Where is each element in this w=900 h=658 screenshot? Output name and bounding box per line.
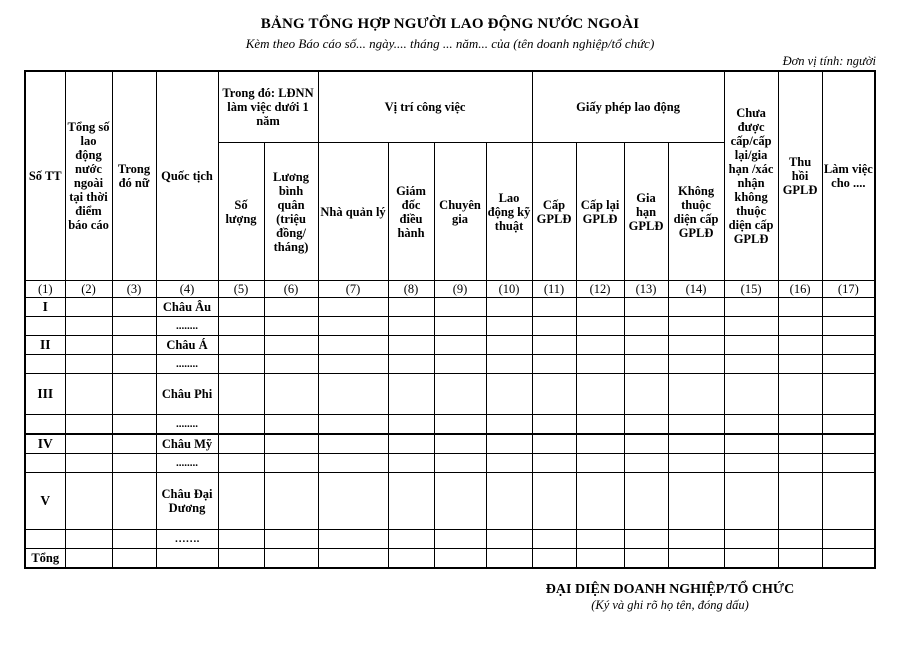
- table-cell[interactable]: [624, 298, 668, 317]
- row-number: IV: [25, 434, 65, 454]
- table-cell[interactable]: [218, 336, 264, 355]
- table-cell[interactable]: [532, 473, 576, 530]
- table-row: [25, 374, 875, 415]
- continent-label: Châu Phi: [156, 374, 218, 415]
- table-cell[interactable]: [532, 336, 576, 355]
- table-cell[interactable]: [624, 549, 668, 569]
- table-cell[interactable]: [532, 454, 576, 473]
- table-cell[interactable]: [388, 454, 434, 473]
- total-row: [25, 549, 875, 569]
- table-cell[interactable]: [218, 355, 264, 374]
- table-row: [25, 355, 875, 374]
- table-row: [25, 336, 875, 355]
- column-number: (11): [532, 281, 576, 298]
- table-cell[interactable]: [318, 454, 388, 473]
- header-director: Giám đốc điều hành: [388, 143, 434, 281]
- table-cell[interactable]: [486, 336, 532, 355]
- table-cell[interactable]: [724, 317, 778, 336]
- continent-label: Châu Đại Dương: [156, 473, 218, 530]
- table-cell[interactable]: [434, 549, 486, 569]
- table-cell[interactable]: [576, 298, 624, 317]
- header-revoked: Thu hồi GPLĐ: [778, 71, 822, 281]
- table-cell[interactable]: [486, 317, 532, 336]
- table-cell[interactable]: [532, 374, 576, 415]
- table-cell[interactable]: [822, 298, 875, 317]
- foreign-workers-table: [24, 70, 876, 569]
- table-cell[interactable]: [112, 415, 156, 435]
- table-cell[interactable]: [486, 298, 532, 317]
- table-cell[interactable]: [112, 473, 156, 530]
- table-cell[interactable]: [822, 549, 875, 569]
- table-cell[interactable]: [25, 415, 65, 435]
- table-cell[interactable]: [486, 374, 532, 415]
- table-cell[interactable]: [778, 415, 822, 435]
- table-cell[interactable]: [624, 530, 668, 549]
- signature-title: ĐẠI DIỆN DOANH NGHIỆP/TỔ CHỨC: [545, 582, 795, 597]
- table-cell[interactable]: [532, 415, 576, 435]
- column-number: (10): [486, 281, 532, 298]
- table-cell[interactable]: [388, 434, 434, 454]
- table-cell[interactable]: [576, 434, 624, 454]
- table-cell[interactable]: [434, 374, 486, 415]
- table-cell[interactable]: [65, 336, 112, 355]
- row-number: III: [25, 374, 65, 415]
- table-cell[interactable]: [668, 374, 724, 415]
- table-cell[interactable]: [624, 355, 668, 374]
- table-cell[interactable]: [264, 454, 318, 473]
- column-number: (8): [388, 281, 434, 298]
- continent-label: Châu Mỹ: [156, 434, 218, 454]
- table-cell[interactable]: [65, 415, 112, 435]
- signature-note: (Ký và ghi rõ họ tên, đóng dấu): [591, 598, 749, 612]
- document-subtitle: Kèm theo Báo cáo số... ngày.... tháng ... năm... của (tên doanh nghiệp/tổ chức): [245, 36, 655, 51]
- table-cell[interactable]: [264, 298, 318, 317]
- table-cell[interactable]: [668, 434, 724, 454]
- table-cell[interactable]: [434, 336, 486, 355]
- table-cell[interactable]: [668, 355, 724, 374]
- continent-label: Châu Á: [156, 336, 218, 355]
- table-cell[interactable]: [318, 374, 388, 415]
- ellipsis-placeholder: ........: [156, 454, 218, 473]
- table-cell[interactable]: [532, 317, 576, 336]
- table-cell[interactable]: [434, 415, 486, 435]
- table-cell[interactable]: [318, 415, 388, 435]
- header-issue-permit: Cấp GPLĐ: [532, 143, 576, 281]
- table-cell[interactable]: [668, 298, 724, 317]
- header-nationality: Quốc tịch: [156, 71, 218, 281]
- table-cell[interactable]: [576, 336, 624, 355]
- table-cell[interactable]: [112, 374, 156, 415]
- table-cell[interactable]: [318, 530, 388, 549]
- table-row: [25, 473, 875, 530]
- table-cell[interactable]: [388, 298, 434, 317]
- table-cell[interactable]: [112, 317, 156, 336]
- header-manager: Nhà quản lý: [318, 143, 388, 281]
- table-cell[interactable]: [65, 355, 112, 374]
- table-cell[interactable]: [624, 317, 668, 336]
- table-cell[interactable]: [65, 530, 112, 549]
- table-cell[interactable]: [434, 530, 486, 549]
- document-title: BẢNG TỔNG HỢP NGƯỜI LAO ĐỘNG NƯỚC NGOÀI: [260, 16, 640, 32]
- table-cell[interactable]: [25, 317, 65, 336]
- table-cell[interactable]: [724, 298, 778, 317]
- table-cell[interactable]: [486, 355, 532, 374]
- table-row: [25, 434, 875, 454]
- table-cell[interactable]: [218, 374, 264, 415]
- table-cell[interactable]: [65, 434, 112, 454]
- continent-label: Châu Âu: [156, 298, 218, 317]
- table-cell[interactable]: [112, 549, 156, 569]
- table-cell[interactable]: [318, 317, 388, 336]
- table-cell[interactable]: [318, 298, 388, 317]
- column-number: (1): [25, 281, 65, 298]
- column-number: (7): [318, 281, 388, 298]
- header-total-workers: Tổng số lao động nước ngoài tại thời điểm báo cáo: [65, 71, 112, 281]
- table-cell[interactable]: [822, 336, 875, 355]
- table-cell[interactable]: [822, 530, 875, 549]
- table-cell[interactable]: [532, 298, 576, 317]
- table-cell[interactable]: [218, 298, 264, 317]
- table-cell[interactable]: [724, 454, 778, 473]
- table-cell[interactable]: [576, 317, 624, 336]
- column-number: (2): [65, 281, 112, 298]
- table-cell[interactable]: [388, 473, 434, 530]
- column-number: (15): [724, 281, 778, 298]
- table-cell[interactable]: [434, 434, 486, 454]
- table-cell[interactable]: [318, 336, 388, 355]
- table-cell[interactable]: [668, 336, 724, 355]
- table-cell[interactable]: [318, 355, 388, 374]
- table-cell[interactable]: [822, 317, 875, 336]
- column-number-row: [25, 281, 875, 298]
- table-cell[interactable]: [668, 415, 724, 435]
- ellipsis-placeholder: ........: [156, 355, 218, 374]
- column-number: (17): [822, 281, 875, 298]
- header-reissue-permit: Cấp lại GPLĐ: [576, 143, 624, 281]
- table-cell[interactable]: [822, 454, 875, 473]
- table-cell[interactable]: [218, 317, 264, 336]
- table-cell[interactable]: [318, 473, 388, 530]
- table-cell[interactable]: [778, 355, 822, 374]
- table-cell[interactable]: [388, 317, 434, 336]
- table-row: [25, 530, 875, 549]
- table-cell[interactable]: [65, 298, 112, 317]
- table-cell[interactable]: [65, 454, 112, 473]
- column-number: (12): [576, 281, 624, 298]
- table-cell[interactable]: [778, 374, 822, 415]
- table-cell[interactable]: [218, 473, 264, 530]
- table-row: [25, 298, 875, 317]
- table-cell[interactable]: [724, 434, 778, 454]
- table-cell[interactable]: [388, 549, 434, 569]
- table-row: [25, 317, 875, 336]
- table-cell[interactable]: [264, 415, 318, 435]
- table-cell[interactable]: [156, 549, 218, 569]
- table-cell[interactable]: [112, 454, 156, 473]
- table-cell[interactable]: [486, 473, 532, 530]
- table-cell[interactable]: [778, 549, 822, 569]
- column-number: (5): [218, 281, 264, 298]
- table-cell[interactable]: [624, 454, 668, 473]
- table-cell[interactable]: [576, 415, 624, 435]
- table-cell[interactable]: [624, 434, 668, 454]
- table-cell[interactable]: [65, 549, 112, 569]
- table-cell[interactable]: [624, 336, 668, 355]
- table-cell[interactable]: [218, 530, 264, 549]
- table-cell[interactable]: [388, 530, 434, 549]
- table-cell[interactable]: [264, 317, 318, 336]
- column-number: (13): [624, 281, 668, 298]
- table-cell[interactable]: [624, 374, 668, 415]
- table-cell[interactable]: [434, 454, 486, 473]
- column-number: (14): [668, 281, 724, 298]
- table-cell[interactable]: [434, 317, 486, 336]
- header-technical: Lao động kỹ thuật: [486, 143, 532, 281]
- column-number: (16): [778, 281, 822, 298]
- total-label: Tổng: [25, 549, 65, 569]
- table-cell[interactable]: [25, 454, 65, 473]
- table-cell[interactable]: [778, 454, 822, 473]
- header-extend-permit: Gia hạn GPLĐ: [624, 143, 668, 281]
- ellipsis-placeholder: …….: [156, 530, 218, 549]
- table-cell[interactable]: [724, 530, 778, 549]
- table-cell[interactable]: [624, 415, 668, 435]
- ellipsis-placeholder: ........: [156, 317, 218, 336]
- header-expert: Chuyên gia: [434, 143, 486, 281]
- table-cell[interactable]: [576, 374, 624, 415]
- table-cell[interactable]: [318, 549, 388, 569]
- table-cell[interactable]: [724, 473, 778, 530]
- table-cell[interactable]: [264, 549, 318, 569]
- table-cell[interactable]: [778, 317, 822, 336]
- table-cell[interactable]: [668, 454, 724, 473]
- table-cell[interactable]: [65, 473, 112, 530]
- table-cell[interactable]: [65, 317, 112, 336]
- table-cell[interactable]: [434, 355, 486, 374]
- table-cell[interactable]: [576, 549, 624, 569]
- table-cell[interactable]: [668, 549, 724, 569]
- table-cell[interactable]: [724, 355, 778, 374]
- header-stt: Số TT: [25, 71, 65, 281]
- table-cell[interactable]: [668, 473, 724, 530]
- header-not-required: Không thuộc diện cấp GPLĐ: [668, 143, 724, 281]
- table-cell[interactable]: [668, 530, 724, 549]
- table-cell[interactable]: [264, 530, 318, 549]
- table-cell[interactable]: [264, 473, 318, 530]
- row-number: V: [25, 473, 65, 530]
- unit-label: Đơn vị tính: người: [782, 54, 876, 68]
- table-cell[interactable]: [624, 473, 668, 530]
- table-cell[interactable]: [25, 355, 65, 374]
- header-working-for: Làm việc cho ....: [822, 71, 875, 281]
- row-number: II: [25, 336, 65, 355]
- table-cell[interactable]: [264, 434, 318, 454]
- table-cell[interactable]: [112, 434, 156, 454]
- table-cell[interactable]: [532, 434, 576, 454]
- table-cell[interactable]: [532, 530, 576, 549]
- column-number: (4): [156, 281, 218, 298]
- column-number: (3): [112, 281, 156, 298]
- table-cell[interactable]: [486, 530, 532, 549]
- table-cell[interactable]: [318, 434, 388, 454]
- table-row: [25, 415, 875, 435]
- column-number: (9): [434, 281, 486, 298]
- table-cell[interactable]: [532, 355, 576, 374]
- table-cell[interactable]: [486, 549, 532, 569]
- table-cell[interactable]: [576, 530, 624, 549]
- table-cell[interactable]: [724, 549, 778, 569]
- table-cell[interactable]: [218, 549, 264, 569]
- table-cell[interactable]: [668, 317, 724, 336]
- table-cell[interactable]: [822, 473, 875, 530]
- table-cell[interactable]: [264, 336, 318, 355]
- table-cell[interactable]: [388, 336, 434, 355]
- table-cell[interactable]: [576, 355, 624, 374]
- table-cell[interactable]: [388, 415, 434, 435]
- table-cell[interactable]: [218, 434, 264, 454]
- table-cell[interactable]: [724, 336, 778, 355]
- table-cell[interactable]: [778, 530, 822, 549]
- table-cell[interactable]: [112, 336, 156, 355]
- header-quantity: Số lượng: [218, 143, 264, 281]
- row-number: I: [25, 298, 65, 317]
- table-cell[interactable]: [822, 374, 875, 415]
- table-cell[interactable]: [388, 374, 434, 415]
- header-under-one-year: Trong đó: LĐNN làm việc dưới 1 năm: [218, 71, 318, 143]
- column-number: (6): [264, 281, 318, 298]
- table-cell[interactable]: [822, 434, 875, 454]
- table-cell[interactable]: [65, 374, 112, 415]
- table-cell[interactable]: [25, 530, 65, 549]
- header-job-position: Vị trí công việc: [318, 71, 532, 143]
- header-work-permit: Giấy phép lao động: [532, 71, 724, 143]
- table-cell[interactable]: [778, 473, 822, 530]
- table-cell[interactable]: [388, 355, 434, 374]
- header-female: Trong đó nữ: [112, 71, 156, 281]
- table-cell[interactable]: [532, 549, 576, 569]
- table-cell[interactable]: [434, 298, 486, 317]
- table-cell[interactable]: [218, 415, 264, 435]
- table-cell[interactable]: [264, 355, 318, 374]
- table-cell[interactable]: [486, 454, 532, 473]
- table-cell[interactable]: [112, 298, 156, 317]
- table-cell[interactable]: [218, 454, 264, 473]
- table-cell[interactable]: [724, 374, 778, 415]
- table-cell[interactable]: [778, 298, 822, 317]
- table-cell[interactable]: [778, 434, 822, 454]
- table-cell[interactable]: [112, 355, 156, 374]
- header-avg-salary: Lương bình quân (triệu đồng/ tháng): [264, 143, 318, 281]
- table-cell[interactable]: [112, 530, 156, 549]
- table-row: [25, 454, 875, 473]
- table-cell[interactable]: [724, 415, 778, 435]
- table-cell[interactable]: [822, 355, 875, 374]
- table-cell[interactable]: [778, 336, 822, 355]
- table-cell[interactable]: [576, 454, 624, 473]
- table-cell[interactable]: [486, 415, 532, 435]
- table-cell[interactable]: [822, 415, 875, 435]
- ellipsis-placeholder: ........: [156, 415, 218, 435]
- table-cell[interactable]: [434, 473, 486, 530]
- table-cell[interactable]: [576, 473, 624, 530]
- table-cell[interactable]: [264, 374, 318, 415]
- header-pending: Chưa được cấp/cấp lại/gia hạn /xác nhận không thuộc diện cấp GPLĐ: [724, 71, 778, 281]
- table-cell[interactable]: [486, 434, 532, 454]
